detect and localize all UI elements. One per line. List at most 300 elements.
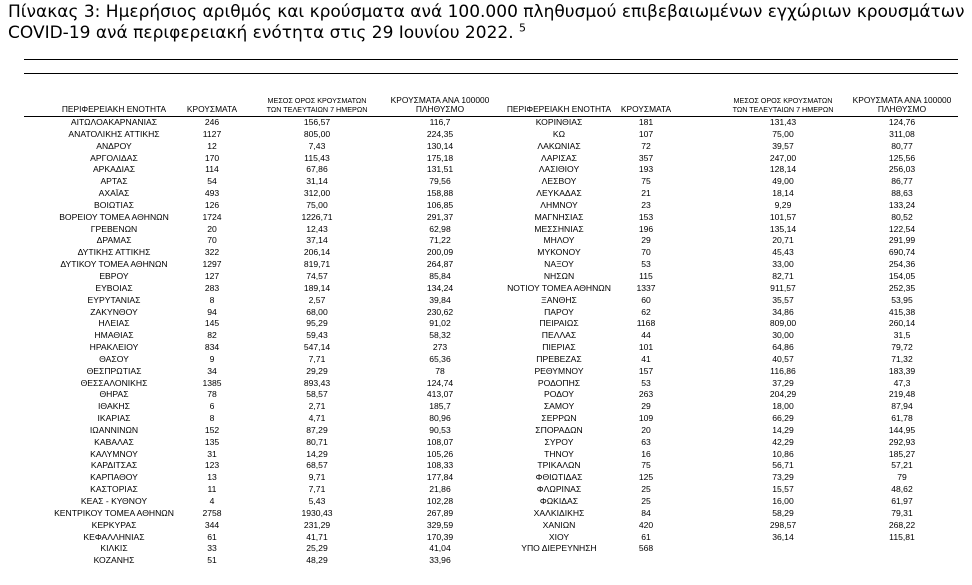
seven-day-average-cell: 75,00 bbox=[772, 128, 794, 139]
cases-cell: 54 bbox=[207, 176, 217, 187]
right-cases-column bbox=[620, 117, 672, 555]
seven-day-average-cell: 231,29 bbox=[303, 519, 331, 530]
cases-cell: 344 bbox=[204, 519, 220, 530]
seven-day-average-cell: 35,57 bbox=[772, 294, 794, 305]
left-per-column bbox=[388, 117, 492, 567]
cases-cell: 16 bbox=[641, 448, 651, 459]
cases-per-100k-cell: 87,94 bbox=[891, 401, 913, 412]
seven-day-average-cell: 15,57 bbox=[772, 484, 794, 495]
region-name-cell: ΘΗΡΑΣ bbox=[99, 389, 129, 400]
region-name-cell: ΠΙΕΡΙΑΣ bbox=[542, 342, 576, 353]
region-name-cell: ΑΝΔΡΟΥ bbox=[96, 140, 132, 151]
cases-cell: 6 bbox=[209, 401, 215, 412]
cases-cell: 114 bbox=[205, 164, 219, 175]
region-name-cell: ΔΥΤΙΚΟΥ ΤΟΜΕΑ ΑΘΗΝΩΝ bbox=[60, 259, 168, 270]
cases-cell: 115 bbox=[639, 270, 653, 281]
seven-day-average-cell: 95,29 bbox=[306, 318, 328, 329]
cases-per-100k-cell: 48,62 bbox=[891, 484, 913, 495]
cases-cell: 60 bbox=[641, 294, 651, 305]
region-name-cell: ΔΥΤΙΚΗΣ ΑΤΤΙΚΗΣ bbox=[77, 247, 151, 258]
cases-cell: 72 bbox=[641, 140, 651, 151]
cases-cell: 20 bbox=[207, 223, 217, 234]
cases-cell: 1337 bbox=[636, 282, 656, 293]
seven-day-average-cell: 16,00 bbox=[772, 496, 794, 506]
region-name-cell: ΣΥΡΟΥ bbox=[544, 436, 574, 447]
seven-day-average-cell: 31,14 bbox=[306, 176, 328, 187]
region-name-cell: ΜΕΣΣΗΝΙΑΣ bbox=[534, 223, 584, 234]
cases-cell: 21 bbox=[641, 188, 651, 199]
region-name-cell: ΡΟΔΟΠΗΣ bbox=[537, 377, 581, 388]
cases-cell: 61 bbox=[641, 531, 651, 542]
cases-per-100k-cell bbox=[846, 543, 958, 555]
cases-per-100k-cell: 291,99 bbox=[888, 235, 916, 246]
region-name-cell: ΠΕΛΛΑΣ bbox=[541, 330, 577, 341]
cases-cell: 283 bbox=[204, 282, 220, 293]
region-name-cell: ΖΑΚΥΝΘΟΥ bbox=[90, 306, 138, 317]
cases-per-100k-cell: 415,38 bbox=[888, 306, 916, 317]
cases-cell: 78 bbox=[207, 389, 217, 400]
seven-day-average-cell: 34,86 bbox=[772, 306, 794, 317]
cases-per-100k-cell: 91,02 bbox=[429, 318, 451, 329]
region-name-cell: ΣΕΡΡΩΝ bbox=[541, 413, 577, 424]
region-name-cell: ΚΩ bbox=[552, 128, 566, 139]
region-name-cell: ΦΩΚΙΔΑΣ bbox=[539, 496, 579, 506]
cases-cell: 170 bbox=[204, 152, 220, 163]
cases-per-100k-cell: 133,24 bbox=[888, 199, 916, 210]
cases-per-100k-cell: 21,86 bbox=[429, 484, 451, 495]
region-name-cell: ΞΑΝΘΗΣ bbox=[541, 294, 577, 305]
seven-day-average-cell: 20,71 bbox=[772, 235, 794, 246]
cases-per-100k-cell: 61,78 bbox=[891, 413, 913, 424]
cases-per-100k-cell: 260,14 bbox=[888, 318, 916, 329]
caption-text: Πίνακας 3: Ημερήσιος αριθμός και κρούσματα ανά 100.000 πληθυσμού επιβεβαιωμένων εγχώριων κρουσμάτων COVID-19 ανά περιφερειακή ενότητα στις 29 Ιουνίου 2022. bbox=[8, 2, 965, 43]
region-name-cell: ΛΕΣΒΟΥ bbox=[541, 176, 577, 187]
cases-per-100k-cell: 57,21 bbox=[891, 460, 913, 471]
cases-cell: 41 bbox=[641, 353, 651, 364]
cases-per-100k-cell: 413,07 bbox=[426, 389, 454, 400]
region-name-cell: ΑΧΑΪΑΣ bbox=[98, 188, 130, 199]
seven-day-average-cell: 131,43 bbox=[769, 117, 797, 127]
cases-cell: 44 bbox=[641, 330, 651, 341]
cases-cell: 25 bbox=[641, 484, 651, 495]
seven-day-average-cell: 819,71 bbox=[303, 259, 331, 270]
region-name-cell: ΑΡΤΑΣ bbox=[100, 176, 128, 187]
cases-cell: 75 bbox=[641, 176, 651, 187]
cases-per-100k-cell: 154,05 bbox=[888, 270, 916, 281]
cases-per-100k-cell: 125,56 bbox=[888, 152, 916, 163]
cases-per-100k-cell: 71,22 bbox=[429, 235, 451, 246]
region-name-cell: ΘΑΣΟΥ bbox=[99, 353, 129, 364]
seven-day-average-cell: 805,00 bbox=[303, 128, 331, 139]
region-name-cell: ΛΑΚΩΝΙΑΣ bbox=[537, 140, 581, 151]
cases-per-100k-cell: 170,39 bbox=[426, 531, 454, 542]
cases-per-100k-cell: 53,95 bbox=[891, 294, 913, 305]
cases-per-100k-cell: 185,7 bbox=[429, 401, 451, 412]
seven-day-average-cell: 18,14 bbox=[772, 188, 794, 199]
region-name-cell: ΗΡΑΚΛΕΙΟΥ bbox=[89, 342, 139, 353]
cases-per-100k-cell: 131,51 bbox=[426, 164, 454, 175]
region-name-cell: ΛΕΥΚΑΔΑΣ bbox=[536, 188, 582, 199]
cases-cell: 70 bbox=[207, 235, 217, 246]
cases-cell: 246 bbox=[204, 117, 220, 127]
cases-cell: 126 bbox=[204, 199, 220, 210]
header-per-right-line1: ΚΡΟΥΣΜΑΤΑ ΑΝΑ 100000 bbox=[852, 95, 952, 105]
region-name-cell: ΣΑΜΟΥ bbox=[543, 401, 575, 412]
cases-cell: 82 bbox=[207, 330, 217, 341]
cases-cell: 568 bbox=[638, 543, 654, 554]
cases-cell: 123 bbox=[204, 460, 220, 471]
region-name-cell: ΒΟΡΕΙΟΥ ΤΟΜΕΑ ΑΘΗΝΩΝ bbox=[59, 211, 169, 222]
cases-cell: 125 bbox=[638, 472, 654, 483]
cases-per-100k-cell: 47,3 bbox=[893, 377, 911, 388]
region-name-cell: ΦΘΙΩΤΙΔΑΣ bbox=[535, 472, 583, 483]
cases-cell: 11 bbox=[207, 484, 217, 495]
seven-day-average-cell: 36,14 bbox=[772, 531, 794, 542]
seven-day-average-cell: 58,57 bbox=[306, 389, 328, 400]
cases-per-100k-cell: 88,63 bbox=[891, 188, 913, 199]
seven-day-average-cell: 156,57 bbox=[303, 117, 331, 127]
cases-cell: 84 bbox=[641, 507, 651, 518]
header-avg-right-line2: ΤΩΝ ΤΕΛΕΥΤΑΙΩΝ 7 ΗΜΕΡΩΝ bbox=[732, 105, 834, 114]
cases-cell: 13 bbox=[207, 472, 217, 483]
region-name-cell: ΕΒΡΟΥ bbox=[99, 270, 129, 281]
seven-day-average-cell: 39,57 bbox=[772, 140, 794, 151]
seven-day-average-cell: 67,86 bbox=[306, 164, 328, 175]
cases-cell: 420 bbox=[638, 519, 654, 530]
cases-per-100k-cell: 690,74 bbox=[888, 247, 916, 258]
cases-per-100k-cell: 158,88 bbox=[426, 188, 454, 199]
cases-per-100k-cell: 61,97 bbox=[891, 496, 913, 506]
seven-day-average-cell: 87,29 bbox=[306, 424, 328, 435]
seven-day-average-cell: 42,29 bbox=[772, 436, 794, 447]
seven-day-average-cell: 40,57 bbox=[772, 353, 794, 364]
seven-day-average-cell: 893,43 bbox=[303, 377, 331, 388]
seven-day-average-cell: 7,43 bbox=[308, 140, 326, 151]
cases-per-100k-cell: 108,33 bbox=[426, 460, 454, 471]
cases-cell: 75 bbox=[641, 460, 651, 471]
region-name-cell: ΚΕΦΑΛΛΗΝΙΑΣ bbox=[83, 531, 145, 542]
cases-per-100k-cell: 33,96 bbox=[429, 555, 451, 566]
cases-per-100k-cell: 230,62 bbox=[426, 306, 454, 317]
region-name-cell: ΚΟΡΙΝΘΙΑΣ bbox=[535, 117, 583, 127]
region-name-cell: ΚΑΡΠΑΘΟΥ bbox=[90, 472, 138, 483]
region-name-cell: ΑΡΚΑΔΙΑΣ bbox=[92, 164, 136, 175]
cases-cell: 263 bbox=[638, 389, 654, 400]
region-name-cell: ΚΑΒΑΛΑΣ bbox=[94, 436, 134, 447]
cases-per-100k-cell: 124,76 bbox=[888, 117, 916, 127]
cases-cell: 1168 bbox=[636, 318, 656, 329]
cases-cell: 145 bbox=[204, 318, 220, 329]
region-name-cell: ΚΑΣΤΟΡΙΑΣ bbox=[90, 484, 138, 495]
cases-per-100k-cell: 85,84 bbox=[429, 270, 451, 281]
cases-cell: 63 bbox=[641, 436, 651, 447]
cases-per-100k-cell: 41,04 bbox=[429, 543, 451, 554]
seven-day-average-cell: 128,14 bbox=[769, 164, 797, 175]
cases-per-100k-cell: 130,14 bbox=[426, 140, 454, 151]
region-name-cell: ΚΕΑΣ - ΚΥΘΝΟΥ bbox=[80, 496, 148, 506]
cases-per-100k-cell: 71,32 bbox=[891, 353, 913, 364]
cases-per-100k-cell: 80,52 bbox=[891, 211, 913, 222]
seven-day-average-cell: 135,14 bbox=[769, 223, 797, 234]
seven-day-average-cell: 68,57 bbox=[306, 460, 328, 471]
header-name-left: ΠΕΡΙΦΕΡΕΙΑΚΗ ΕΝΟΤΗΤΑ bbox=[61, 104, 167, 114]
cases-per-100k-cell: 78 bbox=[435, 365, 445, 376]
seven-day-average-cell: 101,57 bbox=[769, 211, 797, 222]
seven-day-average-cell: 75,00 bbox=[306, 199, 328, 210]
seven-day-average-cell: 58,29 bbox=[772, 507, 794, 518]
region-name-cell: ΛΗΜΝΟΥ bbox=[540, 199, 578, 210]
region-name-cell: ΘΕΣΠΡΩΤΙΑΣ bbox=[86, 365, 142, 376]
seven-day-average-cell: 189,14 bbox=[303, 282, 331, 293]
cases-per-100k-cell: 58,32 bbox=[429, 330, 451, 341]
header-avg-right bbox=[730, 96, 836, 114]
region-name-cell: ΓΡΕΒΕΝΩΝ bbox=[90, 223, 138, 234]
left-name-column bbox=[24, 117, 204, 567]
cases-per-100k-cell: 102,28 bbox=[426, 496, 454, 506]
seven-day-average-cell: 12,43 bbox=[306, 223, 328, 234]
cases-per-100k-cell: 80,77 bbox=[891, 140, 913, 151]
cases-cell: 196 bbox=[638, 223, 654, 234]
region-name-cell: ΝΑΞΟΥ bbox=[544, 259, 574, 270]
seven-day-average-cell: 80,71 bbox=[306, 436, 328, 447]
cases-cell: 53 bbox=[641, 259, 651, 270]
seven-day-average-cell: 73,29 bbox=[772, 472, 794, 483]
seven-day-average-cell: 41,71 bbox=[306, 531, 328, 542]
header-per-right bbox=[844, 96, 960, 114]
region-name-cell: ΛΑΡΙΣΑΣ bbox=[541, 152, 577, 163]
cases-cell: 357 bbox=[638, 152, 654, 163]
seven-day-average-cell: 204,29 bbox=[769, 389, 797, 400]
cases-per-100k-cell: 86,77 bbox=[891, 176, 913, 187]
cases-cell: 101 bbox=[638, 342, 654, 353]
seven-day-average-cell: 7,71 bbox=[308, 484, 326, 495]
seven-day-average-cell: 33,00 bbox=[772, 259, 794, 270]
seven-day-average-cell: 29,29 bbox=[306, 365, 328, 376]
cases-per-100k-cell: 79,56 bbox=[429, 176, 451, 187]
seven-day-average-cell bbox=[738, 543, 828, 555]
cases-cell: 1385 bbox=[202, 377, 222, 388]
cases-per-100k-cell: 329,59 bbox=[426, 519, 454, 530]
cases-per-100k-cell: 108,07 bbox=[426, 436, 454, 447]
cases-cell: 135 bbox=[204, 436, 220, 447]
region-name-cell: ΑΝΑΤΟΛΙΚΗΣ ΑΤΤΙΚΗΣ bbox=[68, 128, 160, 139]
cases-cell: 34 bbox=[207, 365, 217, 376]
footnote-marker: 5 bbox=[519, 21, 527, 35]
seven-day-average-cell: 4,71 bbox=[308, 413, 326, 424]
cases-cell: 1127 bbox=[202, 128, 222, 139]
region-name-cell: ΝΟΤΙΟΥ ΤΟΜΕΑ ΑΘΗΝΩΝ bbox=[507, 282, 611, 293]
cases-cell: 9 bbox=[209, 353, 215, 364]
cases-cell: 25 bbox=[641, 496, 651, 506]
cases-cell: 23 bbox=[641, 199, 651, 210]
seven-day-average-cell: 206,14 bbox=[303, 247, 331, 258]
cases-per-100k-cell: 254,36 bbox=[888, 259, 916, 270]
right-avg-column bbox=[738, 117, 828, 555]
cases-per-100k-cell: 200,09 bbox=[426, 247, 454, 258]
cases-per-100k-cell: 80,96 bbox=[429, 413, 451, 424]
region-name-cell: ΧΑΝΙΩΝ bbox=[542, 519, 576, 530]
seven-day-average-cell: 14,29 bbox=[772, 424, 794, 435]
seven-day-average-cell: 74,57 bbox=[306, 270, 328, 281]
seven-day-average-cell: 48,29 bbox=[306, 555, 328, 566]
region-name-cell: ΔΡΑΜΑΣ bbox=[96, 235, 132, 246]
region-name-cell: ΛΑΣΙΘΙΟΥ bbox=[538, 164, 580, 175]
cases-cell: 4 bbox=[209, 496, 215, 506]
cases-cell: 8 bbox=[209, 294, 215, 305]
cases-per-100k-cell: 219,48 bbox=[888, 389, 916, 400]
cases-cell: 127 bbox=[204, 270, 220, 281]
cases-per-100k-cell: 175,18 bbox=[426, 152, 454, 163]
seven-day-average-cell: 30,00 bbox=[772, 330, 794, 341]
region-name-cell: ΧΙΟΥ bbox=[548, 531, 570, 542]
cases-cell: 2758 bbox=[202, 507, 222, 518]
region-name-cell: ΦΛΩΡΙΝΑΣ bbox=[536, 484, 582, 495]
seven-day-average-cell: 64,86 bbox=[772, 342, 794, 353]
seven-day-average-cell: 82,71 bbox=[772, 270, 794, 281]
region-name-cell: ΚΑΡΔΙΤΣΑΣ bbox=[90, 460, 138, 471]
cases-cell: 61 bbox=[207, 531, 217, 542]
second-rule bbox=[24, 73, 958, 74]
cases-per-100k-cell: 31,5 bbox=[893, 330, 911, 341]
cases-cell: 12 bbox=[207, 140, 217, 151]
header-per-right-line2: ΠΛΗΘΥΣΜΟ bbox=[877, 104, 927, 114]
cases-per-100k-cell: 273 bbox=[432, 342, 448, 353]
seven-day-average-cell: 10,86 bbox=[772, 448, 794, 459]
region-name-cell: ΤΡΙΚΑΛΩΝ bbox=[537, 460, 581, 471]
cases-per-100k-cell: 106,85 bbox=[426, 199, 454, 210]
seven-day-average-cell: 66,29 bbox=[772, 413, 794, 424]
cases-per-100k-cell: 252,35 bbox=[888, 282, 916, 293]
region-name-cell: ΑΙΤΩΛΟΑΚΑΡΝΑΝΙΑΣ bbox=[70, 117, 158, 127]
left-avg-column bbox=[268, 117, 366, 567]
seven-day-average-cell: 9,29 bbox=[774, 199, 792, 210]
header-avg-left-line1: ΜΕΣΟΣ ΟΡΟΣ ΚΡΟΥΣΜΑΤΩΝ bbox=[267, 96, 367, 105]
cases-cell: 70 bbox=[641, 247, 651, 258]
region-name-cell: ΚΑΛΥΜΝΟΥ bbox=[90, 448, 138, 459]
seven-day-average-cell: 49,00 bbox=[772, 176, 794, 187]
seven-day-average-cell: 312,00 bbox=[303, 188, 331, 199]
seven-day-average-cell: 25,29 bbox=[306, 543, 328, 554]
cases-cell: 29 bbox=[641, 235, 651, 246]
region-name-cell: ΑΡΓΟΛΙΔΑΣ bbox=[90, 152, 138, 163]
cases-cell: 1297 bbox=[202, 259, 222, 270]
region-name-cell: ΜΑΓΝΗΣΙΑΣ bbox=[534, 211, 584, 222]
seven-day-average-cell: 1226,71 bbox=[301, 211, 333, 222]
header-name-right: ΠΕΡΙΦΕΡΕΙΑΚΗ ΕΝΟΤΗΤΑ bbox=[506, 104, 612, 114]
region-name-cell: ΣΠΟΡΑΔΩΝ bbox=[535, 424, 583, 435]
cases-per-100k-cell: 185,27 bbox=[888, 448, 916, 459]
cases-cell: 62 bbox=[641, 306, 651, 317]
cases-cell: 152 bbox=[204, 424, 220, 435]
region-name-cell: ΧΑΛΚΙΔΙΚΗΣ bbox=[533, 507, 585, 518]
cases-cell: 157 bbox=[638, 365, 654, 376]
left-cases-column bbox=[183, 117, 241, 567]
cases-cell: 33 bbox=[207, 543, 217, 554]
cases-cell: 109 bbox=[638, 413, 654, 424]
seven-day-average-cell: 9,71 bbox=[308, 472, 326, 483]
header-avg-left bbox=[262, 96, 372, 114]
region-name-cell: ΝΗΣΩΝ bbox=[543, 270, 575, 281]
seven-day-average-cell: 547,14 bbox=[303, 342, 331, 353]
cases-per-100k-cell: 116,7 bbox=[429, 117, 451, 127]
seven-day-average-cell: 809,00 bbox=[769, 318, 797, 329]
region-name-cell: ΥΠΟ ΔΙΕΡΕΥΝΗΣΗ bbox=[521, 543, 597, 554]
region-name-cell: ΘΕΣΣΑΛΟΝΙΚΗΣ bbox=[80, 377, 148, 388]
seven-day-average-cell: 5,43 bbox=[308, 496, 326, 506]
cases-cell: 834 bbox=[204, 342, 220, 353]
seven-day-average-cell: 247,00 bbox=[769, 152, 797, 163]
seven-day-average-cell: 298,57 bbox=[769, 519, 797, 530]
seven-day-average-cell: 116,86 bbox=[770, 365, 796, 376]
region-name-cell: ΗΜΑΘΙΑΣ bbox=[94, 330, 134, 341]
seven-day-average-cell: 1930,43 bbox=[301, 507, 333, 518]
cases-per-100k-cell: 122,54 bbox=[888, 223, 916, 234]
cases-cell: 29 bbox=[641, 401, 651, 412]
region-name-cell: ΕΥΒΟΙΑΣ bbox=[95, 282, 133, 293]
cases-per-100k-cell: 62,98 bbox=[429, 223, 451, 234]
cases-per-100k-cell: 79,72 bbox=[891, 342, 913, 353]
cases-per-100k-cell: 292,93 bbox=[888, 436, 916, 447]
cases-per-100k-cell: 183,39 bbox=[888, 365, 916, 376]
region-name-cell: ΡΕΘΥΜΝΟΥ bbox=[534, 365, 584, 376]
cases-per-100k-cell: 115,81 bbox=[889, 531, 915, 542]
region-name-cell: ΕΥΡΥΤΑΝΙΑΣ bbox=[87, 294, 141, 305]
seven-day-average-cell: 2,71 bbox=[308, 401, 326, 412]
cases-per-100k-cell: 291,37 bbox=[426, 211, 454, 222]
cases-per-100k-cell: 256,03 bbox=[888, 164, 916, 175]
region-name-cell: ΚΕΡΚΥΡΑΣ bbox=[91, 519, 137, 530]
seven-day-average-cell: 56,71 bbox=[772, 460, 794, 471]
seven-day-average-cell: 14,29 bbox=[306, 448, 328, 459]
header-cases-left: ΚΡΟΥΣΜΑΤΑ bbox=[186, 104, 238, 114]
seven-day-average-cell: 37,29 bbox=[772, 377, 794, 388]
region-name-cell: ΚΟΖΑΝΗΣ bbox=[93, 555, 135, 566]
region-name-cell: ΠΡΕΒΕΖΑΣ bbox=[536, 353, 582, 364]
region-name-cell: ΡΟΔΟΥ bbox=[544, 389, 574, 400]
region-name-cell: ΠΑΡΟΥ bbox=[544, 306, 574, 317]
cases-per-100k-cell: 224,35 bbox=[426, 128, 454, 139]
cases-per-100k-cell: 65,36 bbox=[429, 353, 451, 364]
cases-per-100k-cell: 311,08 bbox=[889, 128, 915, 139]
region-name-cell: ΜΗΛΟΥ bbox=[543, 235, 575, 246]
header-avg-left-line2: ΤΩΝ ΤΕΛΕΥΤΑΙΩΝ 7 ΗΜΕΡΩΝ bbox=[266, 105, 368, 114]
cases-per-100k-cell: 144,95 bbox=[888, 424, 916, 435]
seven-day-average-cell: 18,00 bbox=[772, 401, 794, 412]
seven-day-average-cell: 59,43 bbox=[306, 330, 328, 341]
table-caption bbox=[8, 2, 966, 44]
region-name-cell: ΙΚΑΡΙΑΣ bbox=[97, 413, 131, 424]
header-per-left-line2: ΠΛΗΘΥΣΜΟ bbox=[415, 104, 465, 114]
cases-per-100k-cell: 90,53 bbox=[429, 424, 451, 435]
cases-per-100k-cell: 264,87 bbox=[426, 259, 454, 270]
seven-day-average-cell: 911,57 bbox=[770, 282, 796, 293]
region-name-cell: ΤΗΝΟΥ bbox=[544, 448, 574, 459]
header-per-left bbox=[382, 96, 498, 114]
region-name-cell: ΙΘΑΚΗΣ bbox=[98, 401, 130, 412]
cases-per-100k-cell: 79,31 bbox=[891, 507, 913, 518]
header-avg-right-line1: ΜΕΣΟΣ ΟΡΟΣ ΚΡΟΥΣΜΑΤΩΝ bbox=[733, 96, 833, 105]
cases-per-100k-cell: 124,74 bbox=[426, 377, 454, 388]
header-cases-right: ΚΡΟΥΣΜΑΤΑ bbox=[620, 104, 672, 114]
cases-per-100k-cell: 177,84 bbox=[426, 472, 454, 483]
right-per-column bbox=[846, 117, 958, 555]
cases-cell: 31 bbox=[207, 448, 217, 459]
cases-per-100k-cell: 79 bbox=[897, 472, 907, 483]
seven-day-average-cell: 45,43 bbox=[772, 247, 794, 258]
top-rule bbox=[24, 59, 958, 60]
right-name-column bbox=[505, 117, 613, 555]
seven-day-average-cell: 37,14 bbox=[306, 235, 328, 246]
